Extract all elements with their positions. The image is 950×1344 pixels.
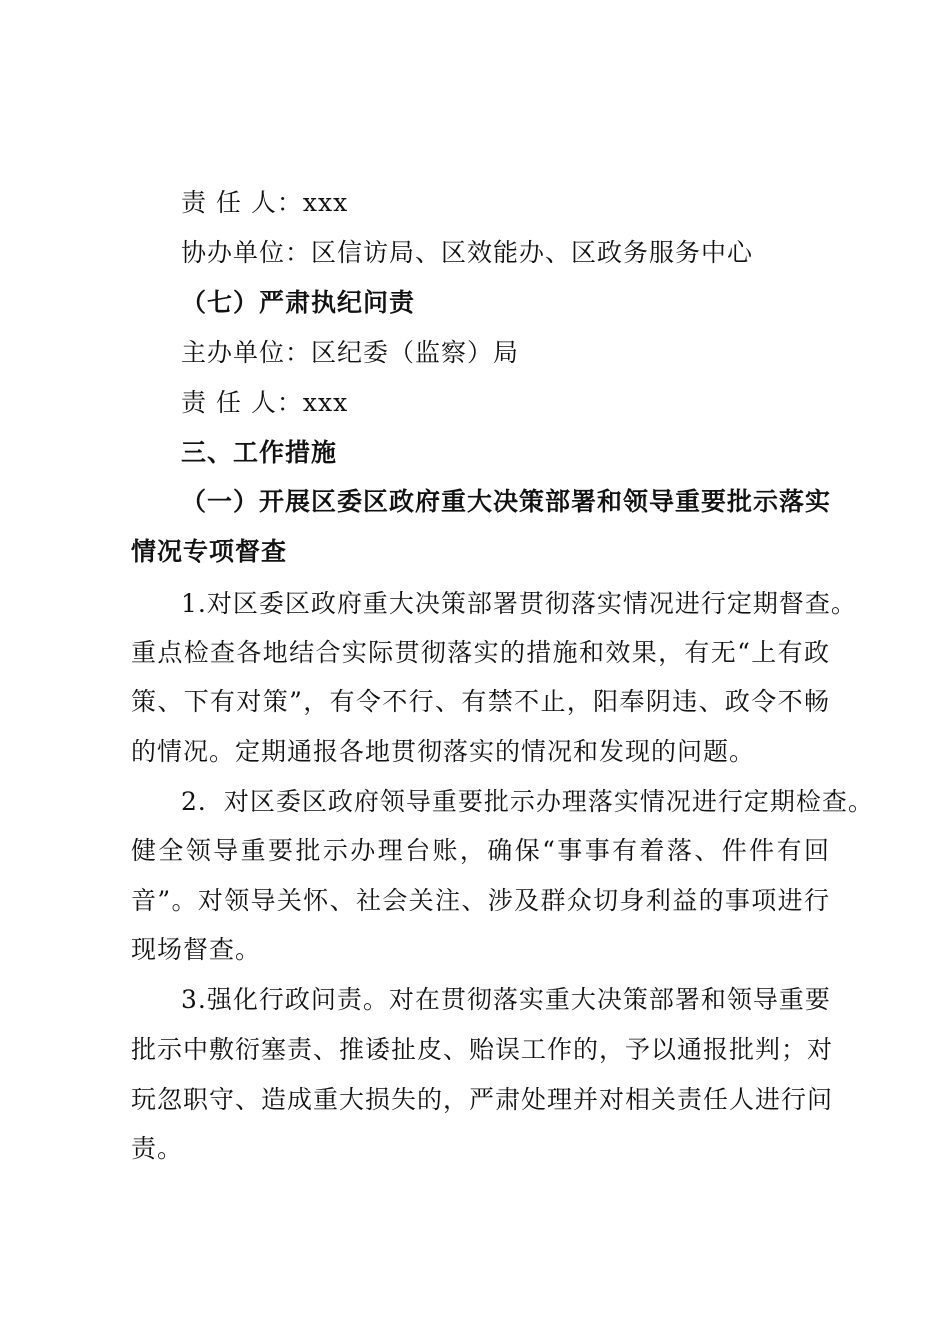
subsection-heading-1-cont: 情况专项督查 [131,537,288,566]
paragraph-1-line: 策、下有对策”，有令不行、有禁不止，阳奉阴违、政令不畅 [131,687,830,716]
paragraph-2-line: 现场督查。 [131,935,262,964]
paragraph-1-line: 重点检查各地结合实际贯彻落实的措施和效果，有无“上有政 [131,638,830,667]
paragraph-2-line: 2．对区委区政府领导重要批示办理落实情况进行定期检查。 [181,787,874,816]
assisting-units-line: 协办单位：区信访局、区效能办、区政务服务中心 [181,238,754,267]
paragraph-2-line: 健全领导重要批示办理台账，确保“事事有着落、件件有回 [131,836,830,865]
responsible-person-line: 责 任 人：xxx [181,188,349,217]
paragraph-1-line: 的情况。定期通报各地贯彻落实的情况和发现的问题。 [131,737,756,766]
paragraph-3-line: 责。 [131,1134,184,1163]
paragraph-3-line: 玩忽职守、造成重大损失的，严肃处理并对相关责任人进行问 [131,1085,834,1114]
section-heading-7: （七）严肃执纪问责 [181,288,416,317]
responsible-person-line-2: 责 任 人：xxx [181,388,349,417]
paragraph-2-line: 音”。对领导关怀、社会关注、涉及群众切身利益的事项进行 [131,886,830,915]
subsection-heading-1: （一）开展区委区政府重大决策部署和领导重要批示落实 [181,487,832,516]
chapter-heading-3: 三、工作措施 [181,438,338,467]
paragraph-1-line: 1.对区委区政府重大决策部署贯彻落实情况进行定期督查。 [181,589,857,618]
paragraph-3-line: 3.强化行政问责。对在贯彻落实重大决策部署和领导重要 [181,985,831,1014]
paragraph-3-line: 批示中敷衍塞责、推诿扯皮、贻误工作的，予以通报批判；对 [131,1035,834,1064]
host-unit-line: 主办单位：区纪委（监察）局 [181,338,520,367]
